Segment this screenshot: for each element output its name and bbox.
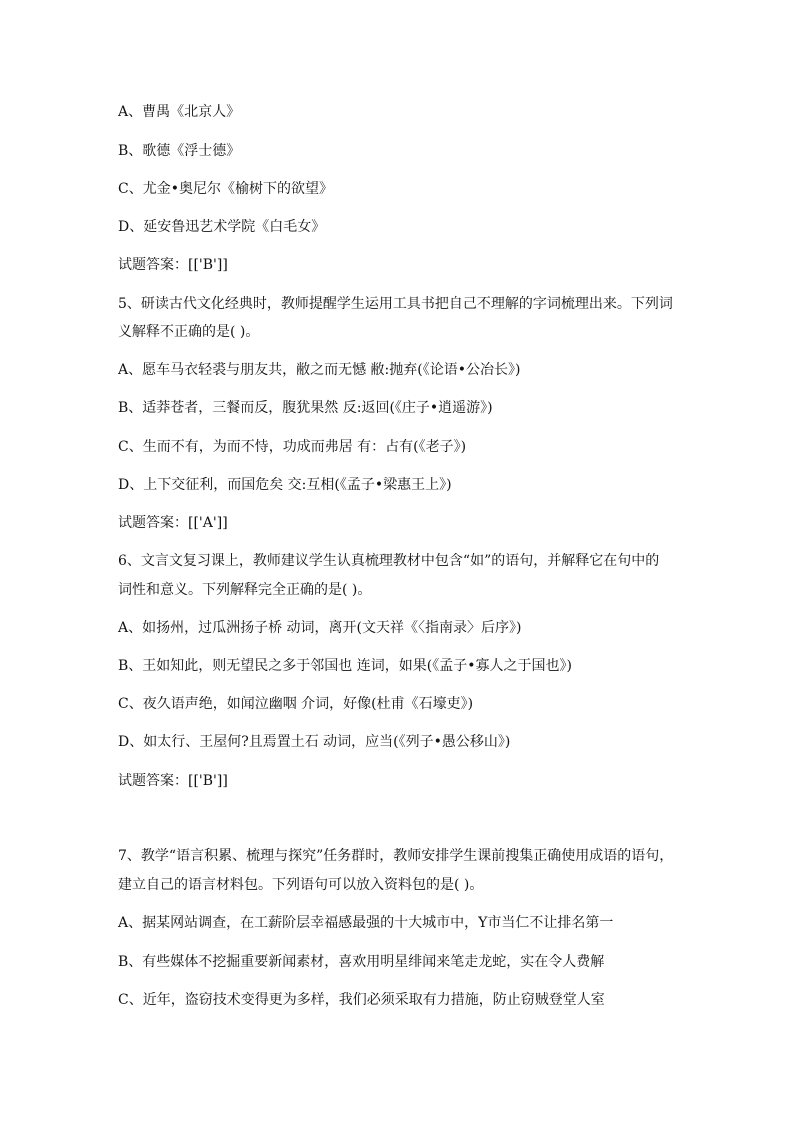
q6-stem-line2: 词性和意义。下列解释完全正确的是( )。 xyxy=(118,582,372,598)
q7-option-b: B、有些媒体不挖掘重要新闻素材，喜欢用明星绯闻来笔走龙蛇，实在令人费解 xyxy=(118,954,605,970)
q5-stem-line2: 义解释不正确的是( )。 xyxy=(118,324,260,340)
q4-option-b: B、歌德《浮士德》 xyxy=(118,143,241,159)
q5-answer: 试题答案：[['A']] xyxy=(118,515,228,531)
q4-answer: 试题答案：[['B']] xyxy=(118,257,228,273)
q4-option-c: C、尤金•奥尼尔《榆树下的欲望》 xyxy=(118,181,333,197)
q6-stem-line1: 6、文言文复习课上，教师建议学生认真梳理教材中包含“如”的语句，并解释它在句中的 xyxy=(118,553,660,569)
q7-stem-line2: 建立自己的语言材料包。下列语句可以放入资料包的是( )。 xyxy=(118,877,484,893)
q7-option-c: C、近年，盗窃技术变得更为多样，我们必须采取有力措施，防止窃贼登堂人室 xyxy=(118,992,605,1008)
q7-option-a: A、据某网站调查，在工薪阶层幸福感最强的十大城市中，Y市当仁不让排名第一 xyxy=(118,915,614,931)
q7-stem-line1: 7、教学“语言积累、梳理与探究”任务群时，教师安排学生课前搜集正确使用成语的语句， xyxy=(118,848,674,864)
q5-option-b: B、适莽苍者，三餐而反，腹犹果然 反:返回(《庄子•逍遥游》) xyxy=(118,400,493,416)
q5-option-d: D、上下交征利，而国危矣 交:互相(《孟子•梁惠王上》) xyxy=(118,477,452,493)
q6-option-c: C、夜久语声绝，如闻泣幽咽 介词，好像(杜甫《石壕吏》) xyxy=(118,696,474,712)
q6-option-b: B、王如知此，则无望民之多于邻国也 连词，如果(《孟子•寡人之于国也》) xyxy=(118,658,572,674)
q4-option-a: A、曹禺《北京人》 xyxy=(118,104,241,120)
q6-answer: 试题答案：[['B']] xyxy=(118,773,228,789)
q4-option-d: D、延安鲁迅艺术学院《白毛女》 xyxy=(118,219,326,235)
q5-option-c: C、生而不有，为而不恃，功成而弗居 有：占有(《老子》) xyxy=(118,439,467,455)
q5-stem-line1: 5、研读古代文化经典时，教师提醒学生运用工具书把自己不理解的字词梳理出来。下列词 xyxy=(118,296,673,312)
q6-option-d: D、如太行、王屋何?且焉置土石 动词，应当(《列子•愚公移山》) xyxy=(118,734,511,750)
q5-option-a: A、愿车马衣轻裘与朋友共，敝之而无憾 敝:抛弃(《论语•公冶长》) xyxy=(118,362,521,378)
q6-option-a: A、如扬州，过瓜洲扬子桥 动词，离开(文天祥《〈指南录〉后序》) xyxy=(118,620,522,636)
